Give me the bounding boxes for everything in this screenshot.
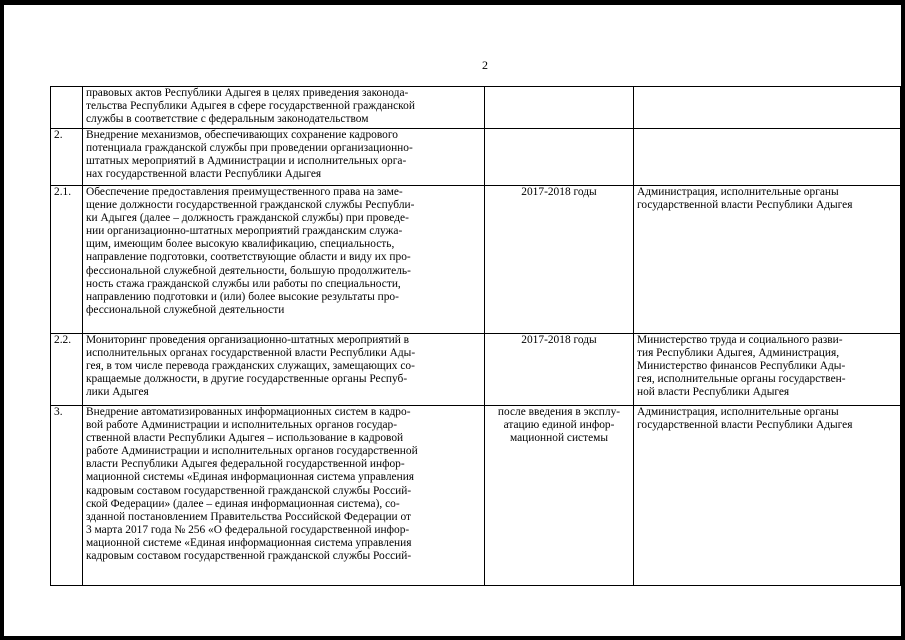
measure-text-line: ки Адыгея (далее – должность гражданской службы) при проведе- xyxy=(86,212,409,225)
measure-text-line: гея, в том числе перевода гражданских служащих, замещающих со- xyxy=(86,360,415,373)
item-number: 2.1. xyxy=(51,186,83,334)
page-number: 2 xyxy=(482,58,488,72)
deadline-cell xyxy=(485,186,634,334)
executors-line: тия Республики Адыгея, Администрация, xyxy=(637,347,840,360)
measure-text-line: лики Адыгея xyxy=(86,386,149,399)
measure-text-line: правовых актов Республики Адыгея в целях приведения законода- xyxy=(86,87,409,99)
measure-text-line: ской Федерации» (далее – единая информационная система), со- xyxy=(86,497,400,510)
measure-text-line: фессиональной служебной деятельности, большую продолжитель- xyxy=(86,264,411,277)
page-frame-top xyxy=(0,0,905,5)
measure-text-line: кадровым составом государственной гражданской службы Россий- xyxy=(86,484,412,497)
measure-text-line: ственной власти Республики Адыгея – использование в кадровой xyxy=(86,432,404,445)
executors-line: Администрация, исполнительные органы xyxy=(637,406,839,418)
measure-text-line: Мониторинг проведения организационно-штатных мероприятий в xyxy=(86,334,410,346)
executors-line: Министерство финансов Республики Ады- xyxy=(637,360,846,373)
executors-cell xyxy=(634,129,901,186)
measure-text-line: службы в соответствие с федеральным законодательством xyxy=(86,113,369,126)
table-row xyxy=(51,186,901,334)
measure-text-line: тельства Республики Адыгея в сфере государственной гражданской xyxy=(86,100,415,113)
measure-text-line: 3 марта 2017 года № 256 «О федеральной государственной инфор- xyxy=(86,523,410,536)
measure-text-line: щим, имеющим более высокую квалификацию, специальность, xyxy=(86,238,395,251)
measure-text-line: исполнительных органах государственной власти Республики Ады- xyxy=(86,347,416,360)
measure-text-line: потенциала гражданской службы при проведении организационно- xyxy=(86,142,413,155)
measure-text-line: кращаемые должности, в другие государственные органы Респуб- xyxy=(86,373,408,386)
measure-text-line: направлению подготовки и (или) более высокие результаты про- xyxy=(86,290,399,303)
executors-cell xyxy=(634,406,901,586)
measure-text-line: кадровым составом государственной гражданской службы Россий- xyxy=(86,550,412,563)
measure-text-line: вой работе Администрации и исполнительных органов государ- xyxy=(86,419,398,432)
measure-text-line: Внедрение механизмов, обеспечивающих сохранение кадрового xyxy=(86,129,398,141)
executors-cell xyxy=(634,334,901,406)
measure-text-line: работе Администрации и исполнительных органов государственной xyxy=(86,445,418,458)
table-row xyxy=(51,129,901,186)
measure-text xyxy=(83,406,485,586)
deadline-cell xyxy=(485,87,634,129)
page-frame-left xyxy=(0,0,4,640)
deadline-line: 2017-2018 годы xyxy=(521,334,597,346)
deadline-line: мационной системы xyxy=(509,432,608,445)
measure-text-line: фессиональной служебной деятельности xyxy=(86,303,285,316)
measure-text-line: власти Республики Адыгея федеральной государственной инфор- xyxy=(86,458,405,471)
executors-line: государственной власти Республики Адыгея xyxy=(637,419,853,432)
measure-text-line: щение должности государственной гражданской службы Республи- xyxy=(86,199,415,212)
table-row xyxy=(51,87,901,129)
executors-line: государственной власти Республики Адыгея xyxy=(637,199,853,212)
measure-text-line: Внедрение автоматизированных информационных систем в кадро- xyxy=(86,406,411,418)
deadline-line: атацию единой инфор- xyxy=(503,419,615,432)
item-number: 2. xyxy=(51,129,83,186)
item-number xyxy=(51,87,83,129)
executors-line: ной власти Республики Адыгея xyxy=(637,386,790,399)
measure-text-line: ность стажа гражданской службы или работы по специальности, xyxy=(86,277,401,290)
measure-text xyxy=(83,87,485,129)
executors-cell xyxy=(634,87,901,129)
measure-text xyxy=(83,129,485,186)
executors-line: Администрация, исполнительные органы xyxy=(637,186,839,198)
measure-text-line: мационной системе «Единая информационная система управления xyxy=(86,536,412,549)
page-frame-bottom xyxy=(0,636,905,640)
measure-text-line: мационной системы «Единая информационная система управления xyxy=(86,471,415,484)
plan-table-body xyxy=(51,87,901,586)
executors-cell xyxy=(634,186,901,334)
item-number: 2.2. xyxy=(51,334,83,406)
measure-text-line: направление подготовки, соответствующие области и виду их про- xyxy=(86,251,411,264)
deadline-cell xyxy=(485,406,634,586)
deadline-cell xyxy=(485,129,634,186)
measure-text-line: штатных мероприятий в Администрации и исполнительных орга- xyxy=(86,155,407,168)
measure-text-line: Обеспечение предоставления преимущественного права на заме- xyxy=(86,186,403,198)
measure-text-line: нии организационно-штатных мероприятий гражданским служа- xyxy=(86,225,403,238)
measure-text xyxy=(83,186,485,334)
deadline-cell xyxy=(485,334,634,406)
item-number: 3. xyxy=(51,406,83,586)
measure-text-line: зданной постановлением Правительства Российской Федерации от xyxy=(86,510,412,523)
page-frame-right xyxy=(901,0,905,640)
deadline-line: 2017-2018 годы xyxy=(521,186,597,198)
plan-table xyxy=(50,86,901,586)
executors-line: гея, исполнительные органы государствен- xyxy=(637,373,846,386)
executors-line: Министерство труда и социального разви- xyxy=(637,334,843,346)
measure-text-line: нах государственной власти Республики Адыгея xyxy=(86,168,322,181)
table-row xyxy=(51,334,901,406)
measure-text xyxy=(83,334,485,406)
deadline-line: после введения в эксплу- xyxy=(497,406,621,418)
table-row xyxy=(51,406,901,586)
